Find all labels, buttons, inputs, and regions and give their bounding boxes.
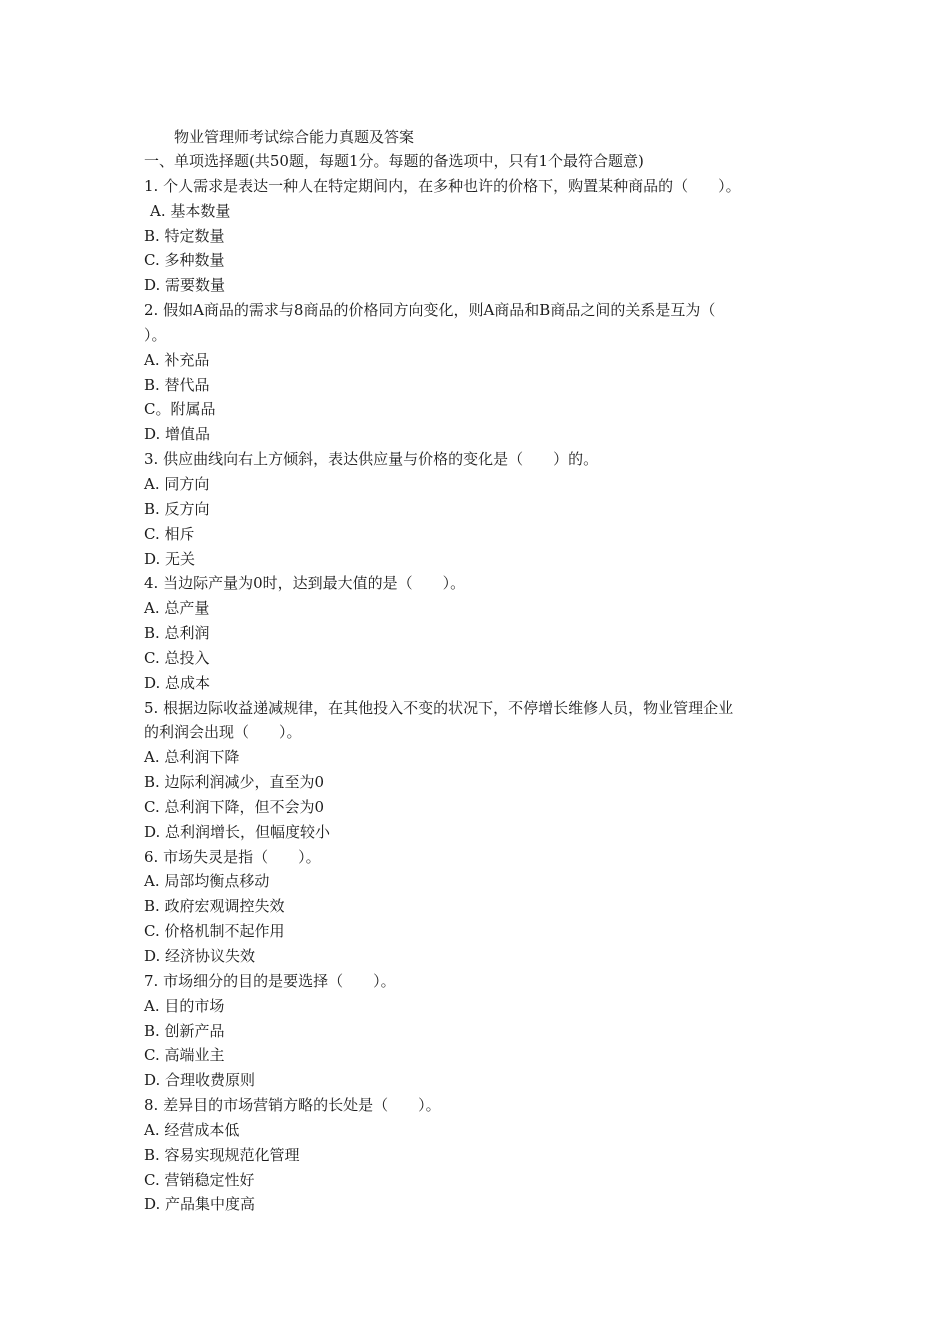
question-3-option-b: B. 反方向 [144,499,210,518]
question-6-option-a: A. 局部均衡点移动 [144,872,270,891]
question-2-option-a: A. 补充品 [144,350,210,369]
question-7-option-b: B. 创新产品 [144,1021,225,1040]
question-1-option-b: B. 特定数量 [144,226,225,245]
question-5-option-b: B. 边际利润减少，直至为0 [144,773,325,792]
question-4-option-b: B. 总利润 [144,624,210,643]
question-1-option-c: C. 多种数量 [144,251,225,270]
document-title: 物业管理师考试综合能力真题及答案 [174,128,415,146]
question-5-stem-continued: 的利润会出现（ ）。 [144,723,302,742]
question-4-option-c: C. 总投入 [144,648,210,667]
question-1-stem: 1. 个人需求是表达一种人在特定期间内，在多种也许的价格下，购置某种商品的（ ）。 [144,176,741,195]
question-6-option-d: D. 经济协议失效 [144,947,256,965]
question-3-option-a: A. 同方向 [144,474,210,493]
question-1-option-a: A. 基本数量 [150,201,231,220]
question-4-stem: 4. 当边际产量为0时，达到最大值的是（ ）。 [144,574,466,593]
question-5-option-a: A. 总利润下降 [144,748,240,767]
question-4-option-a: A. 总产量 [144,599,210,618]
question-5-stem: 5. 根据边际收益递减规律，在其他投入不变的状况下，不停增长维修人员，物业管理企业 [144,698,734,717]
section-heading: 一、单项选择题(共50题，每题1分。每题的备选项中，只有1个最符合题意) [144,152,644,170]
question-8-option-b: B. 容易实现规范化管理 [144,1145,300,1164]
question-1-option-d: D. 需要数量 [144,276,226,295]
question-2-stem-continued: ）。 [144,325,167,344]
question-7-option-c: C. 高端业主 [144,1046,225,1065]
question-4-option-d: D. 总成本 [144,673,211,692]
question-6-option-b: B. 政府宏观调控失效 [144,897,285,916]
question-2-option-c: C。附属品 [144,400,216,419]
question-3-stem: 3. 供应曲线向右上方倾斜，表达供应量与价格的变化是（ ）的。 [144,450,599,469]
question-2-stem: 2. 假如A商品的需求与8商品的价格同方向变化，则A商品和B商品之间的关系是互为（ [144,301,716,320]
question-5-option-d: D. 总利润增长，但幅度较小 [144,822,331,841]
question-7-option-a: A. 目的市场 [144,996,225,1015]
question-3-option-d: D. 无关 [144,549,196,568]
question-8-option-a: A. 经营成本低 [144,1120,240,1139]
question-7-option-d: D. 合理收费原则 [144,1071,256,1090]
question-2-option-b: B. 替代品 [144,375,210,394]
question-8-option-d: D. 产品集中度高 [144,1195,256,1214]
question-list [144,149,824,1217]
question-3-option-c: C. 相斥 [144,524,195,543]
question-6-option-c: C. 价格机制不起作用 [144,922,285,941]
question-8-option-c: C. 营销稳定性好 [144,1170,255,1189]
question-2-option-d: D. 增值品 [144,425,211,444]
question-8-stem: 8. 差异目的市场营销方略的长处是（ ）。 [144,1096,441,1115]
question-5-option-c: C. 总利润下降，但不会为0 [144,797,325,816]
question-6-stem: 6. 市场失灵是指（ ）。 [144,847,321,866]
question-7-stem: 7. 市场细分的目的是要选择（ ）。 [144,971,396,990]
